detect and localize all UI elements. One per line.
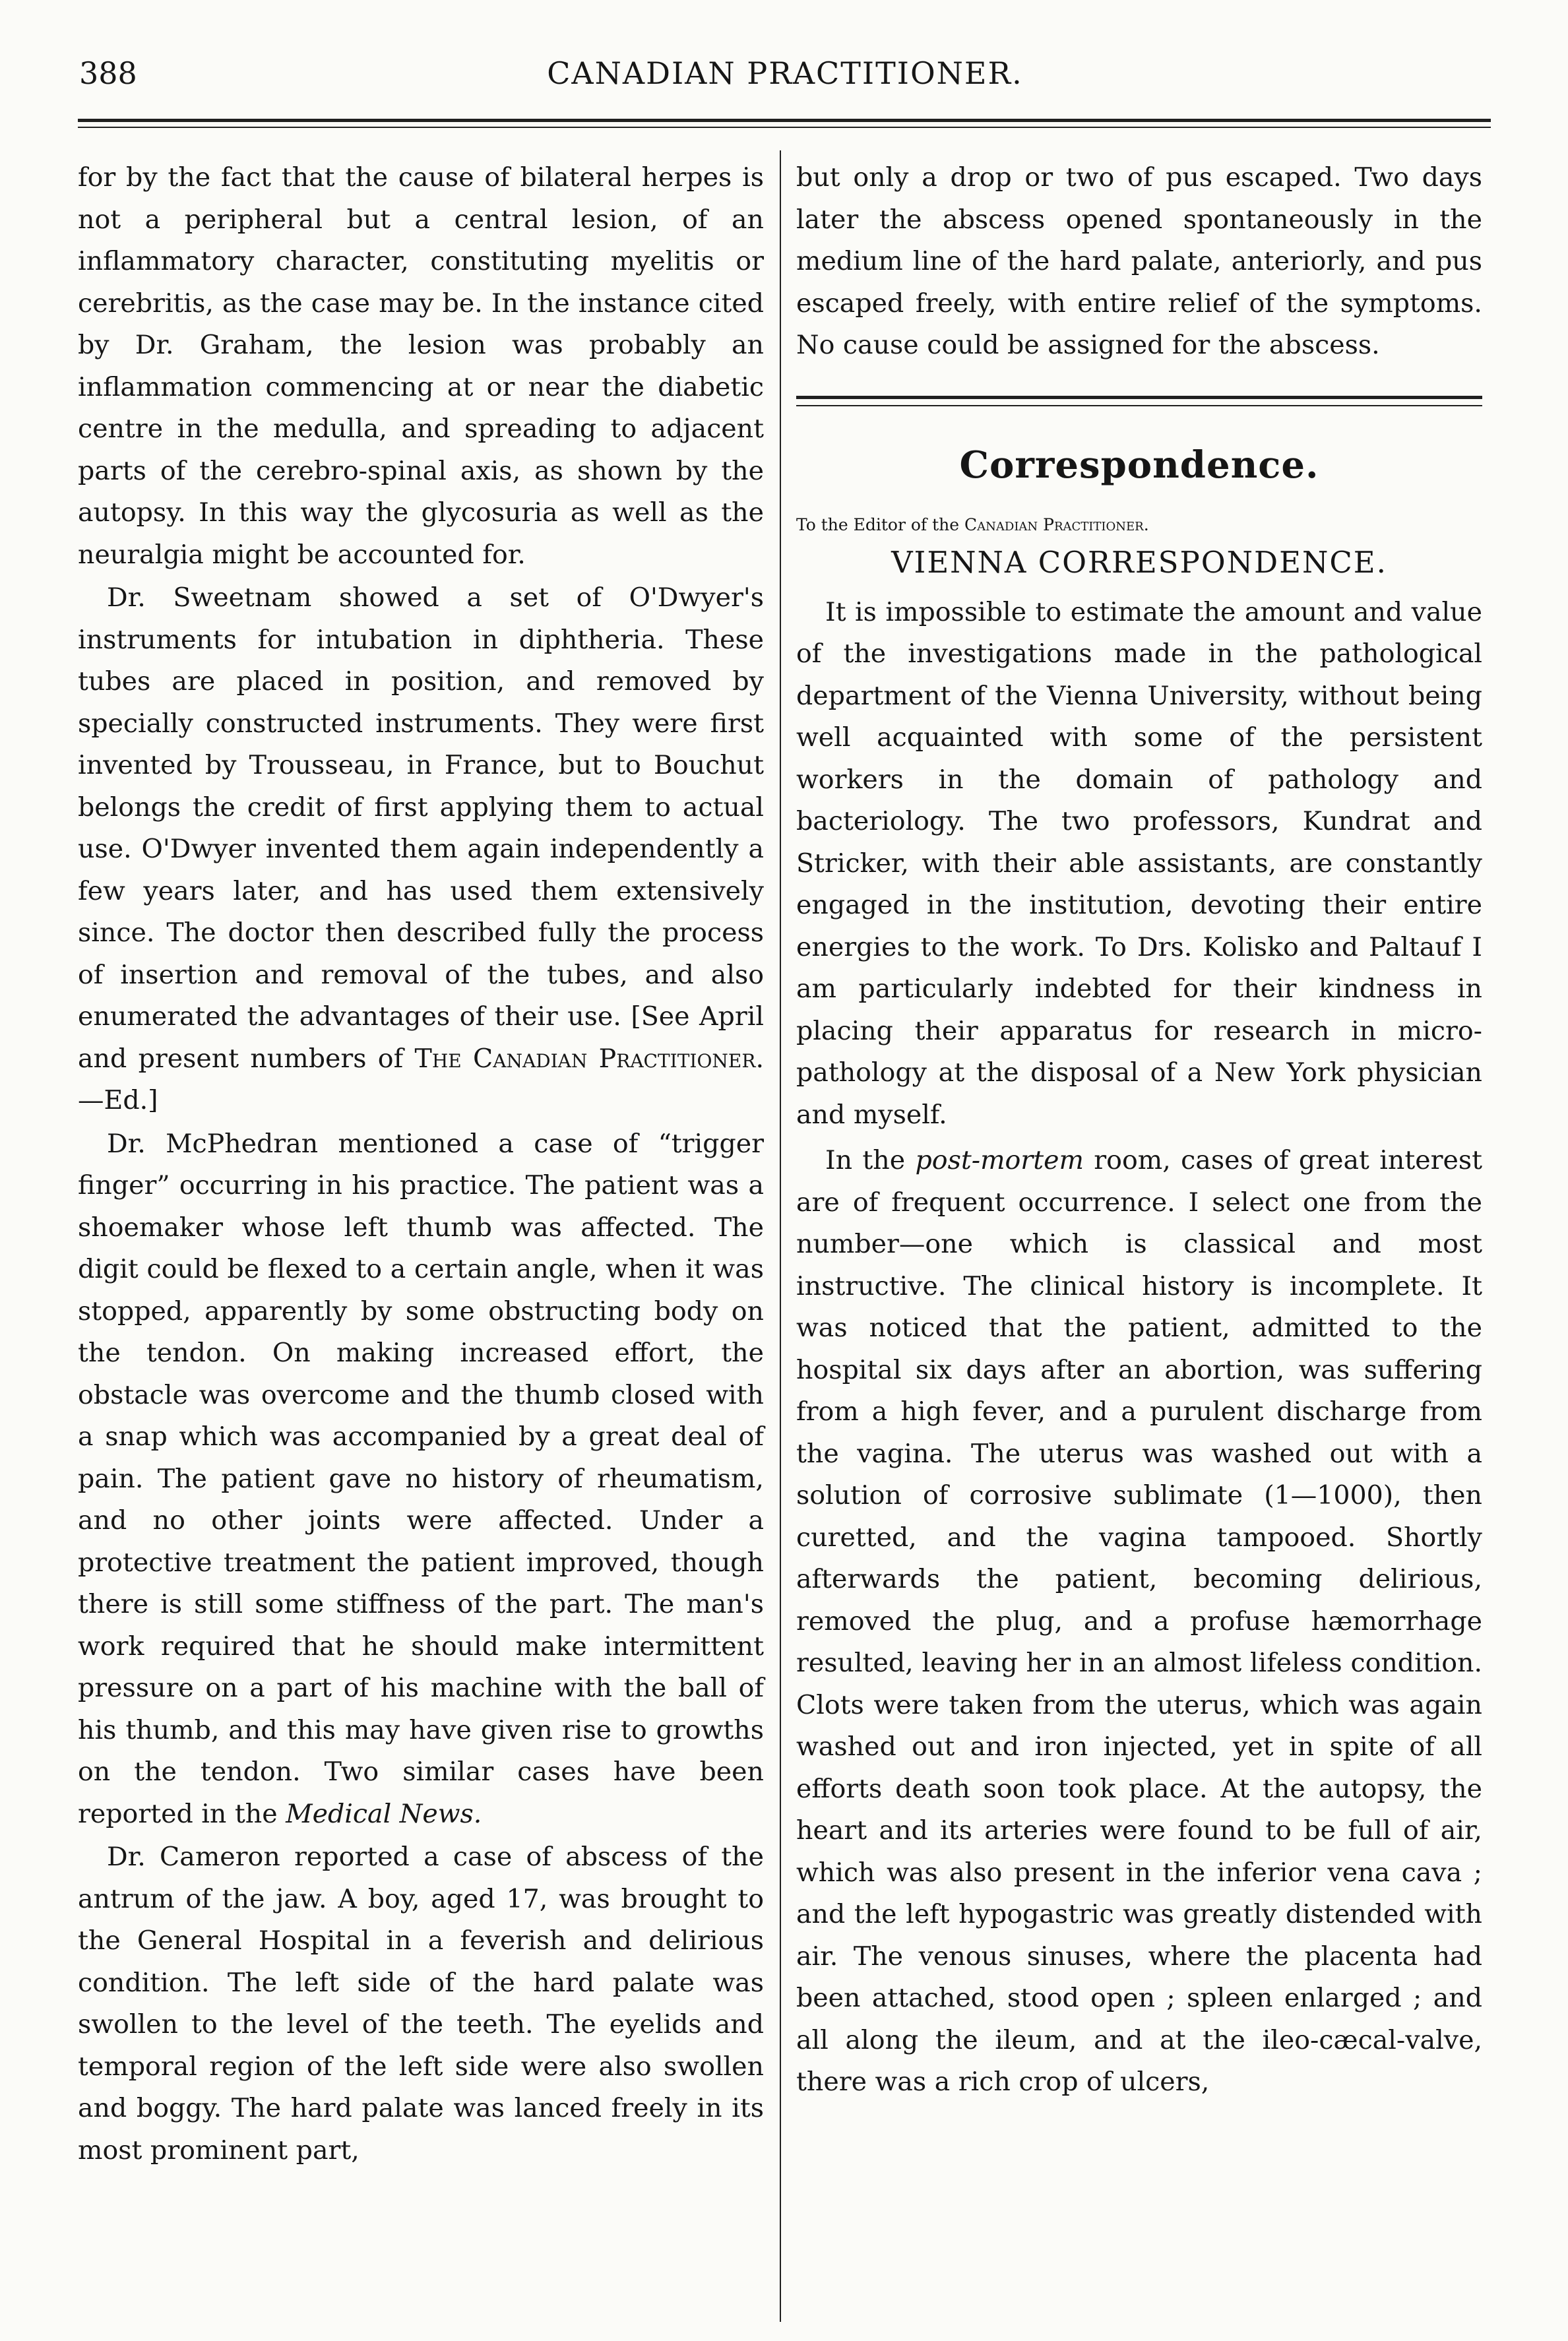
addressee-text: To the Editor of the xyxy=(796,515,965,534)
section-rule-thick xyxy=(796,396,1482,399)
section-rule-thin xyxy=(796,405,1482,406)
header-rule-thick xyxy=(78,119,1491,122)
paragraph xyxy=(796,1140,1482,2104)
paragraph xyxy=(796,592,1482,1137)
running-title: CANADIAN PRACTITIONER. xyxy=(547,55,1023,91)
paragraph xyxy=(78,1836,764,2171)
journal-name: The Canadian Practitioner xyxy=(414,1043,756,1074)
paragraph-text: for by the fact that the cause of bilateral herpes is not a peripheral but a central lesion, of an inflammatory character, constituting myelitis or cerebritis, as the case may be. In the instance cited by Dr. Graham, the lesion was probably an inflammation commencing at or near the diabetic centre in the medulla, and spreading to adjacent parts of the cerebro-spinal axis, as shown by the autopsy. In this way the glycosuria as well as the neuralgia might be accounted for. xyxy=(78,162,764,570)
italic-term: post-mortem xyxy=(915,1145,1084,1175)
paragraph xyxy=(78,577,764,1122)
left-column xyxy=(78,157,764,2341)
paragraph-text: room, cases of great interest are of frequent occurrence. I select one from the number—one which is classical and most instructive. The clinical history is incomplete. It was noticed that the patient, admitted to the hospital six days after an abortion, was suffering from a high fever, and a purulent discharge from the vagina. The uterus was washed out with a solution of corrosive sublimate (1—1000), then curetted, and the vagina tampooed. Shortly afterwards the patient, becoming delirious, removed the plug, and a profuse hæmorrhage resulted, leaving her in an almost lifeless condition. Clots were taken from the uterus, which was again washed out and iron injected, yet in spite of all efforts death soon took place. At the autopsy, the heart and its arteries were found to be full of air, which was also present in the inferior vena cava ; and the left hypogastric was greatly distended with air. The venous sinuses, where the placenta had been attached, stood open ; spleen enlarged ; and all along the ileum, and at the ileo-cæcal-valve, there was a rich crop of ulcers, xyxy=(796,1145,1482,2097)
addressee-line xyxy=(796,513,1482,537)
article-title: VIENNA CORRESPONDENCE. xyxy=(891,544,1387,580)
paragraph-text: Dr. Cameron reported a case of abscess of the antrum of the jaw. A boy, aged 17, was brought to the General Hospital in a feverish and delirious condition. The left side of the hard palate was swollen to the level of the teeth. The eyelids and temporal region of the left side were also swollen and boggy. The hard palate was lanced freely in its most prominent part, xyxy=(78,1842,764,2166)
paragraph-text: but only a drop or two of pus escaped. Two days later the abscess opened spontaneously in the medium line of the hard palate, anteriorly, and pus escaped freely, with entire relief of the symptoms. No cause could be assigned for the abscess. xyxy=(796,162,1482,360)
paragraph xyxy=(78,1123,764,1836)
paragraph-text: .—Ed.] xyxy=(78,1043,764,1115)
paragraph-text: Dr. Sweetnam showed a set of O'Dwyer's instruments for intubation in diphtheria. These tubes are placed in position, and removed by specially constructed instruments. They were first invented by Trousseau, in France, but to Bouchut belongs the credit of first applying them to actual use. O'Dwyer invented them again independently a few years later, and has used them extensively since. The doctor then described fully the process of insertion and removal of the tubes, and also enumerated the advantages of their use. [See April and present numbers of xyxy=(78,582,764,1074)
paragraph xyxy=(78,157,764,576)
paragraph-text: It is impossible to estimate the amount and value of the investigations made in the pathological department of the Vienna University, without being well acquainted with some of the persistent workers in the domain of pathology and bacteriology. The two professors, Kundrat and Stricker, with their able assistants, are constantly engaged in the institution, devoting their entire energies to the work. To Drs. Kolisko and Paltauf I am particularly indebted for their kindness in placing their apparatus for research in micro-pathology at the disposal of a New York physician and myself. xyxy=(796,596,1482,1130)
header-rule-thin xyxy=(78,127,1491,128)
right-column xyxy=(796,157,1482,2341)
column-divider xyxy=(780,150,781,2322)
paragraph-text: In the xyxy=(825,1145,916,1175)
journal-name: Medical News. xyxy=(286,1798,482,1829)
section-divider xyxy=(796,385,1482,414)
section-heading: Correspondence. xyxy=(959,443,1319,487)
page-number: 388 xyxy=(79,55,137,91)
paragraph xyxy=(796,157,1482,367)
paragraph-text: Dr. McPhedran mentioned a case of “trigger finger” occurring in his practice. The patient was a shoemaker whose left thumb was affected. The digit could be flexed to a certain angle, when it was stopped, apparently by some obstructing body on the tendon. On making increased effort, the obstacle was overcome and the thumb closed with a snap which was accompanied by a great deal of pain. The patient gave no history of rheumatism, and no other joints were affected. Under a protective treatment the patient improved, though there is still some stiffness of the part. The man's work required that he should make intermittent pressure on a part of his machine with the ball of his thumb, and this may have given rise to growths on the tendon. Two similar cases have been reported in the xyxy=(78,1128,764,1829)
journal-name: Canadian Practitioner. xyxy=(964,515,1149,534)
page-header xyxy=(79,55,1491,108)
